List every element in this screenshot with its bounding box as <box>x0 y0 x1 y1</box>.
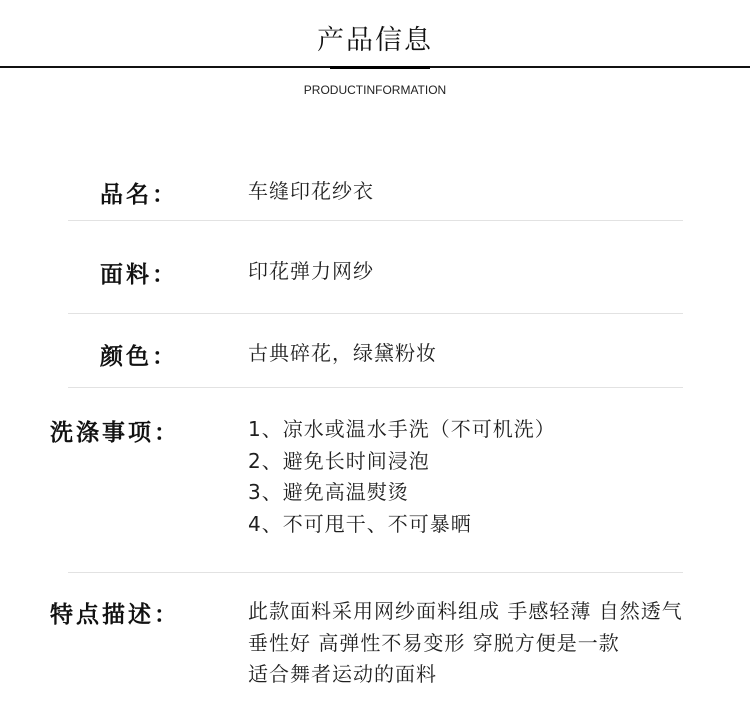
row-value-line: 印花弹力网纱 <box>248 259 374 283</box>
row-value-line: 古典碎花，绿黛粉妆 <box>248 341 437 365</box>
row-value-line: 此款面料采用网纱面料组成 手感轻薄 自然透气 <box>248 599 683 623</box>
row-value <box>248 176 374 208</box>
row-value <box>248 256 374 288</box>
row-value <box>248 338 437 370</box>
page-title: 产品信息 <box>317 25 433 56</box>
title-underline-accent <box>330 66 430 69</box>
row-label: 特点描述： <box>50 602 180 628</box>
row-label: 品名： <box>100 182 178 208</box>
row-value <box>248 596 683 691</box>
row-value-line: 1、凉水或温水手洗（不可机洗） <box>248 417 556 441</box>
row-value-line: 垂性好 高弹性不易变形 穿脱方便是一款 <box>248 630 620 655</box>
divider <box>68 313 683 314</box>
row-label: 颜色： <box>100 344 178 370</box>
page-subtitle: PRODUCTINFORMATION <box>303 83 447 97</box>
divider <box>68 572 683 573</box>
divider <box>68 220 683 221</box>
row-value-line: 适合舞者运动的面料 <box>248 662 437 686</box>
row-label: 面料： <box>100 262 178 288</box>
row-value-line: 3、避免高温熨烫 <box>248 480 409 504</box>
row-value-line: 4、不可甩干、不可暴晒 <box>248 511 472 536</box>
row-value-line: 2、避免长时间浸泡 <box>248 448 430 473</box>
divider <box>68 387 683 388</box>
row-label: 洗涤事项： <box>50 420 180 446</box>
row-value <box>248 414 556 540</box>
row-value-line: 车缝印花纱衣 <box>248 179 374 203</box>
